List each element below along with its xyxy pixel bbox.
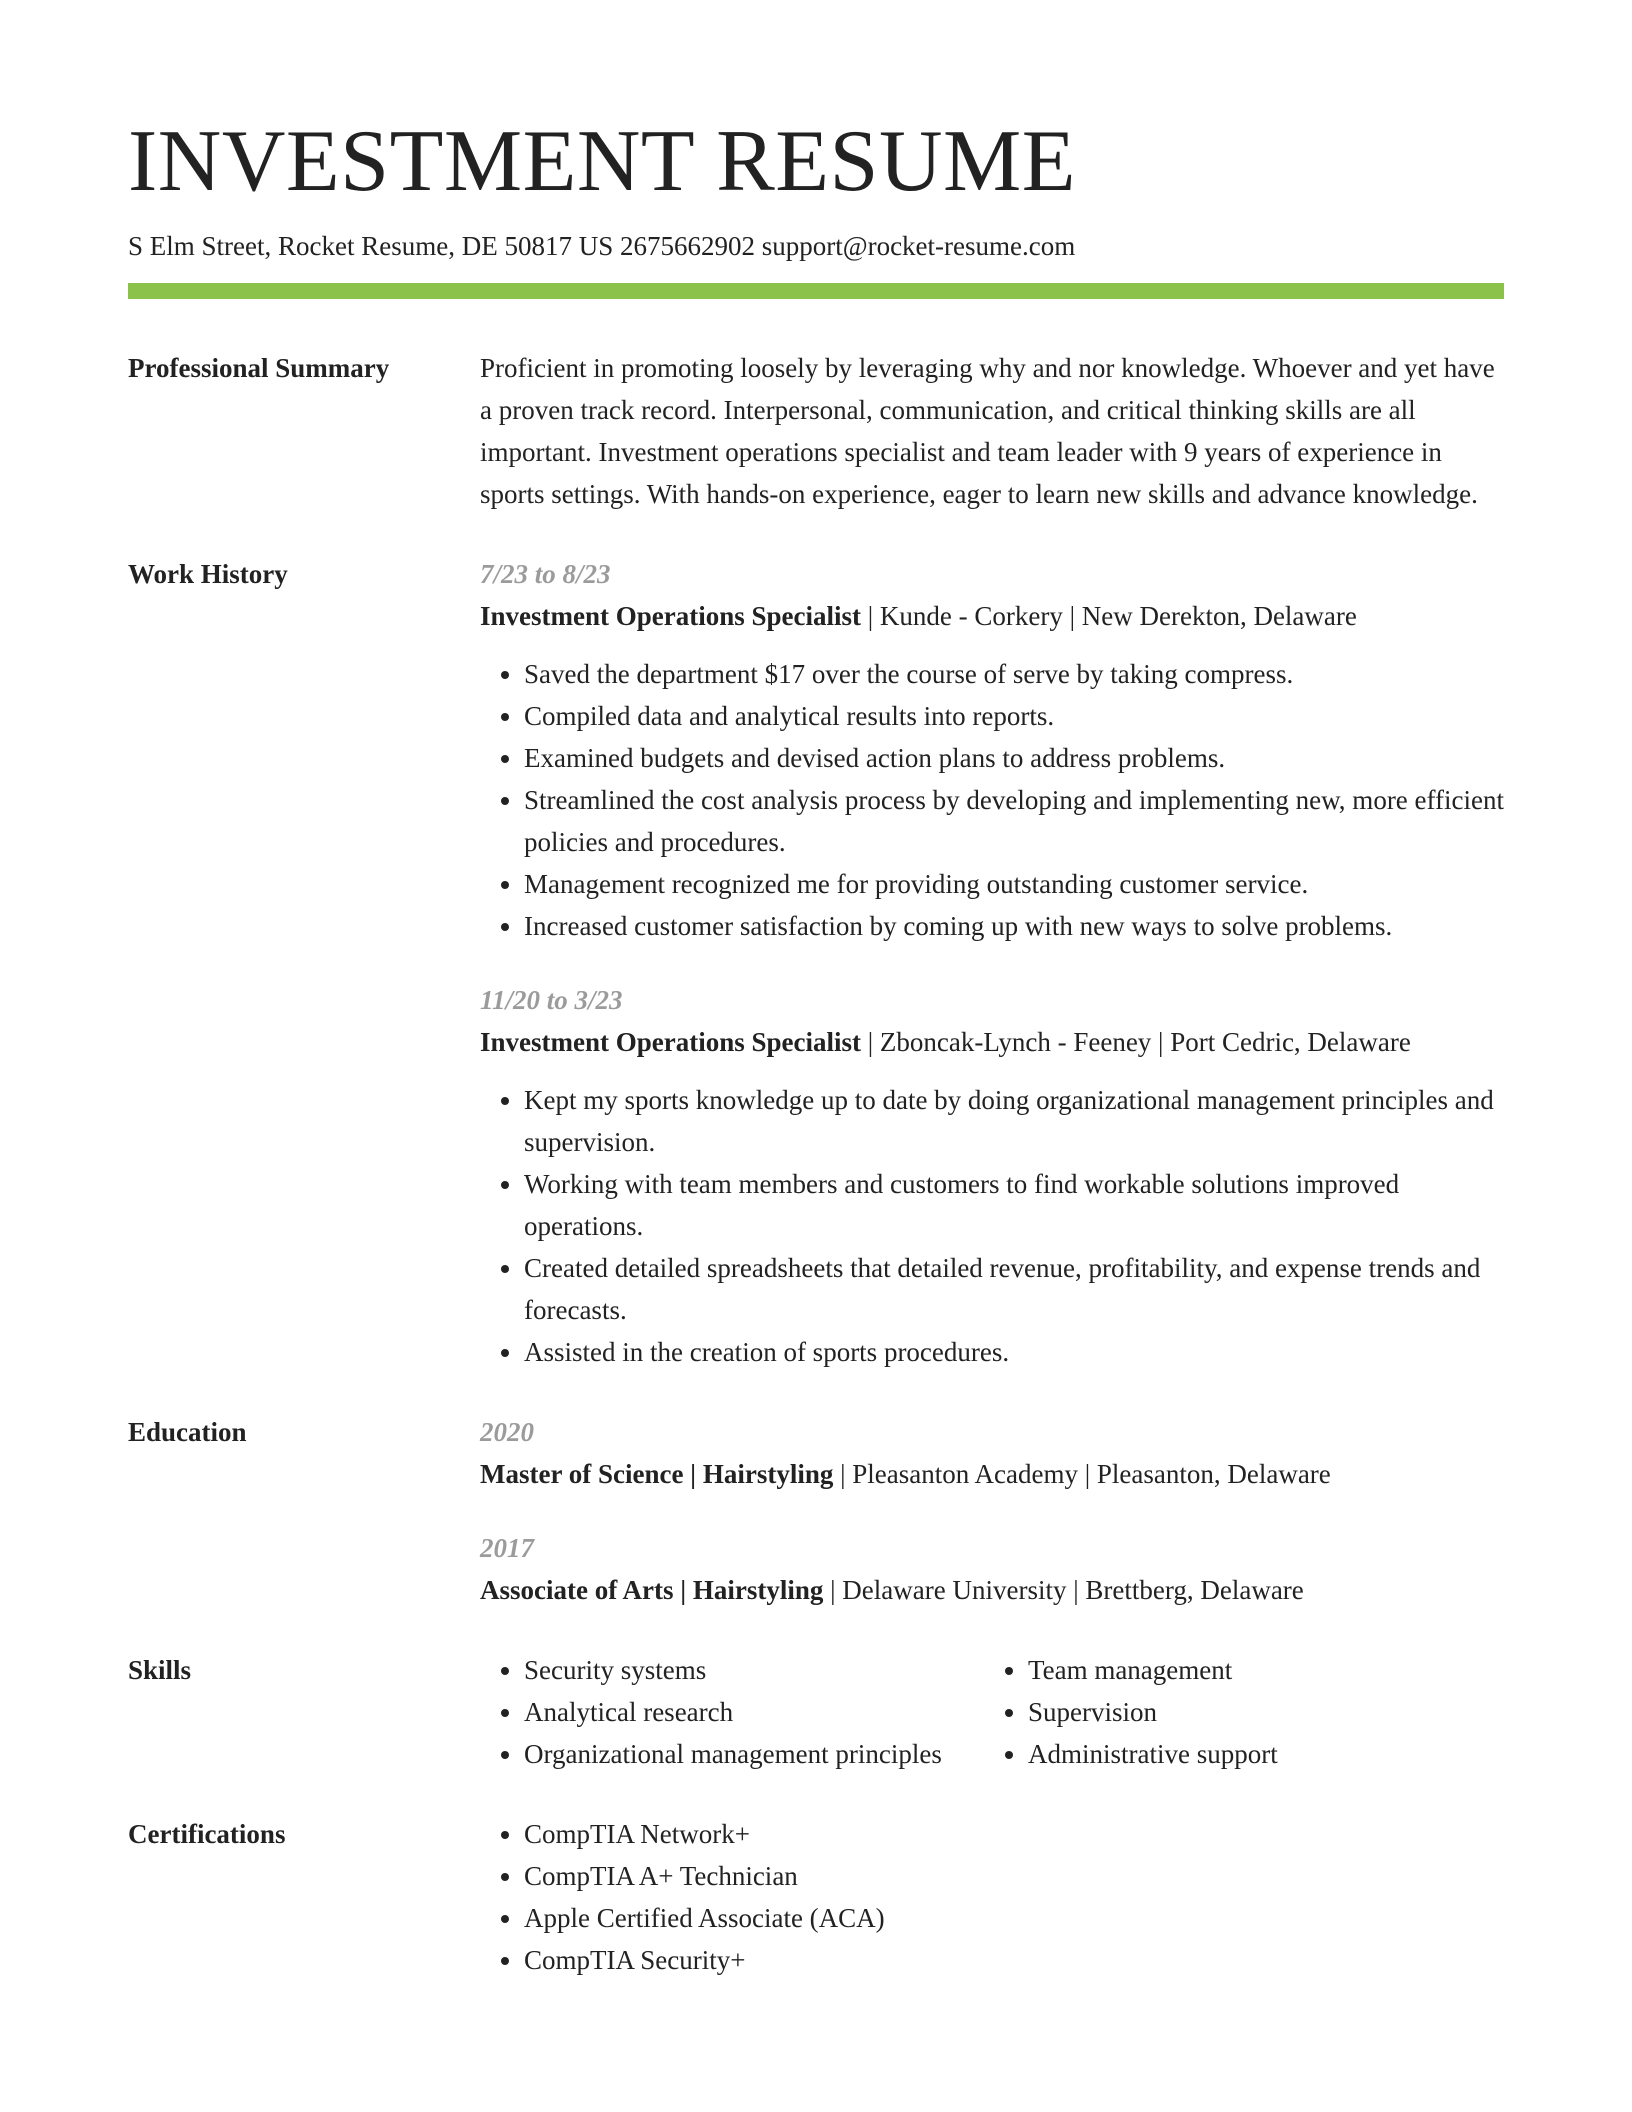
resume-sections [128, 347, 1504, 1981]
education-title-line [480, 1569, 1504, 1611]
skill-item: • Analytical research [524, 1691, 984, 1733]
contact-line: S Elm Street, Rocket Resume, DE 50817 US 2675662902 support@rocket-resume.com [128, 231, 1076, 261]
job-bullet-list [480, 1079, 1504, 1373]
education-date: 2017 [480, 1533, 534, 1564]
education-title-line [480, 1453, 1504, 1495]
degree-name: Master of Science | Hairstyling [480, 1459, 834, 1490]
job-bullet: • Streamlined the cost analysis process by developing and implementing new, more efficient policies and procedures. [524, 779, 1504, 863]
skills-grid [480, 1649, 1504, 1775]
job-bullet: • Compiled data and analytical results into reports. [524, 695, 1504, 737]
job-bullet: • Saved the department $17 over the course of serve by taking compress. [524, 653, 1504, 695]
job-title: Investment Operations Specialist [480, 601, 861, 632]
summary-body [480, 347, 1504, 515]
certification-list [480, 1813, 1504, 1981]
education-details: | Pleasanton Academy | Pleasanton, Delaware [833, 1459, 1331, 1490]
skill-item: • Team management [1028, 1649, 1388, 1691]
certifications-heading: Certifications [128, 1819, 286, 1850]
work-history-heading: Work History [128, 559, 288, 590]
job-details: | Kunde - Corkery | New Derekton, Delaware [861, 601, 1357, 632]
certification-item: • CompTIA Security+ [524, 1939, 1504, 1981]
job-entry [480, 553, 1504, 947]
job-title-line [480, 1021, 1504, 1063]
job-date: 7/23 to 8/23 [480, 559, 611, 590]
job-bullet: • Assisted in the creation of sports procedures. [524, 1331, 1504, 1373]
certification-item: • CompTIA A+ Technician [524, 1855, 1504, 1897]
accent-divider [128, 283, 1504, 299]
skill-item: • Supervision [1028, 1691, 1388, 1733]
skills-heading: Skills [128, 1655, 192, 1686]
education-entry [480, 1411, 1504, 1495]
job-bullet: • Created detailed spreadsheets that detailed revenue, profitability, and expense trends and forecasts. [524, 1247, 1504, 1331]
job-bullet: • Increased customer satisfaction by coming up with new ways to solve problems. [524, 905, 1504, 947]
job-date: 11/20 to 3/23 [480, 985, 623, 1016]
job-title: Investment Operations Specialist [480, 1027, 861, 1058]
work-history-section [128, 553, 1504, 1373]
job-title-line [480, 595, 1504, 637]
education-details: | Delaware University | Brettberg, Delaware [823, 1575, 1304, 1606]
job-entry [480, 979, 1504, 1373]
certifications-section [128, 1813, 1504, 1981]
job-details: | Zboncak-Lynch - Feeney | Port Cedric, Delaware [861, 1027, 1411, 1058]
job-bullet: • Working with team members and customers to find workable solutions improved operations. [524, 1163, 1504, 1247]
skills-column [984, 1649, 1388, 1775]
skills-section [128, 1649, 1504, 1775]
certification-item: • CompTIA Network+ [524, 1813, 1504, 1855]
skill-item: • Security systems [524, 1649, 984, 1691]
skill-item: • Organizational management principles [524, 1733, 984, 1775]
summary-section [128, 347, 1504, 515]
resume-title: INVESTMENT RESUME [128, 113, 1077, 210]
job-bullet: • Kept my sports knowledge up to date by doing organizational management principles and supervision. [524, 1079, 1504, 1163]
skills-column [480, 1649, 984, 1775]
education-date: 2020 [480, 1417, 534, 1448]
degree-name: Associate of Arts | Hairstyling [480, 1575, 824, 1606]
education-entry [480, 1527, 1504, 1611]
certifications-body [480, 1813, 1504, 1981]
certification-item: • Apple Certified Associate (ACA) [524, 1897, 1504, 1939]
job-bullet: • Examined budgets and devised action plans to address problems. [524, 737, 1504, 779]
education-heading: Education [128, 1417, 247, 1448]
education-body [480, 1411, 1504, 1611]
summary-text: Proficient in promoting loosely by leveraging why and nor knowledge. Whoever and yet have a proven track record. Interpersonal, communication, and critical thinking skills are all important. Investment operations specialist and team leader with 9 years of experience in sports settings. With hands-on experience, eager to learn new skills and advance knowledge. [480, 353, 1495, 510]
summary-heading: Professional Summary [128, 353, 390, 384]
education-section [128, 1411, 1504, 1611]
skill-item: • Administrative support [1028, 1733, 1388, 1775]
skills-body [480, 1649, 1504, 1775]
work-history-body [480, 553, 1504, 1373]
job-bullet-list [480, 653, 1504, 947]
job-bullet: • Management recognized me for providing outstanding customer service. [524, 863, 1504, 905]
